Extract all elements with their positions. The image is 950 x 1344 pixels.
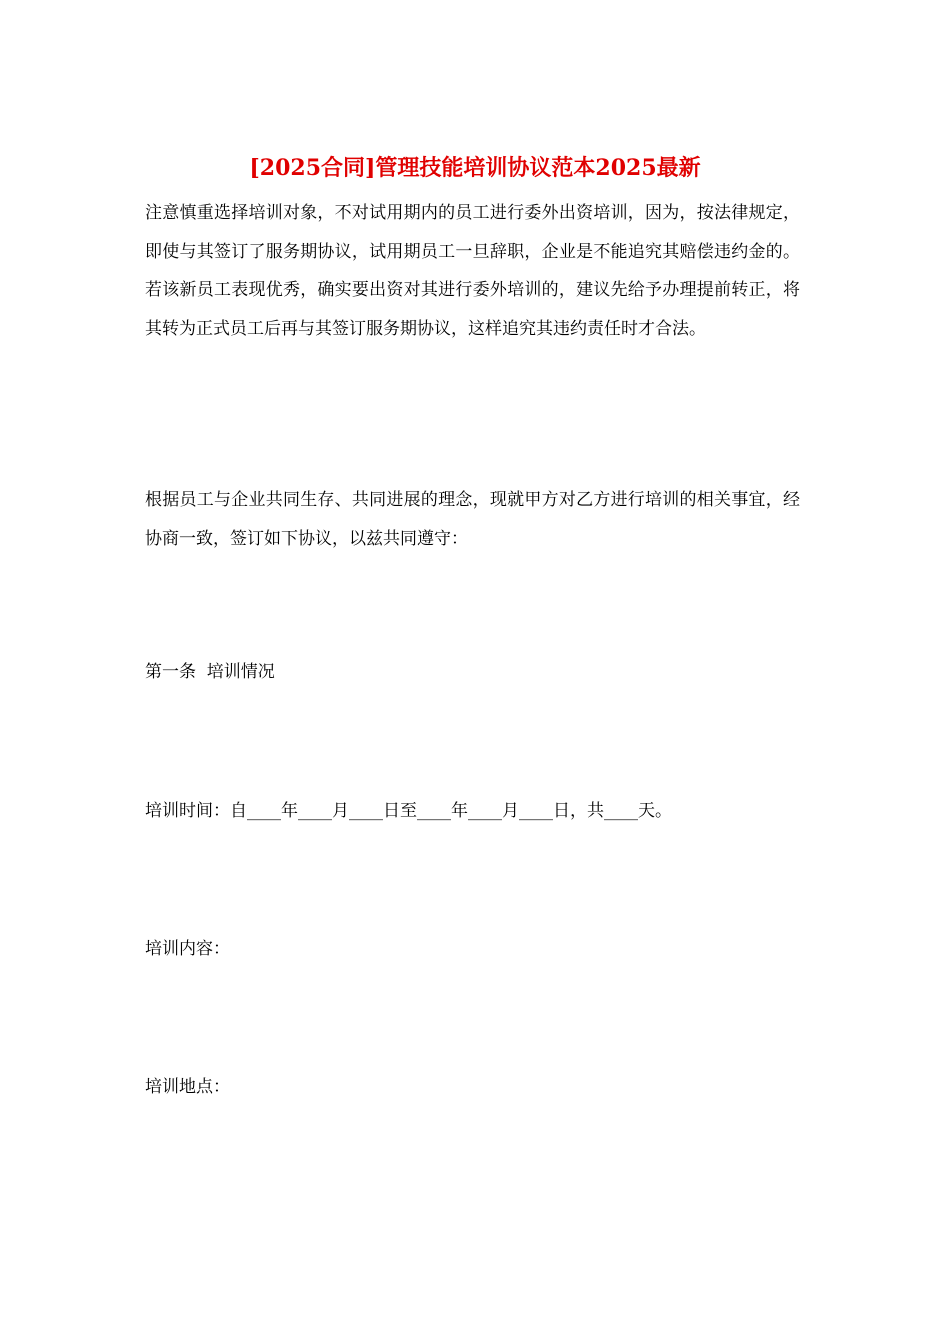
training-time-line: 培训时间：自____年____月____日至____年____月____日，共____天。: [145, 801, 672, 821]
intro-paragraph: 注意慎重选择培训对象，不对试用期内的员工进行委外出资培训，因为，按法律规定，即使与其签订了服务期协议，试用期员工一旦辞职，企业是不能追究其赔偿违约金的。若该新员工表现优秀，确实要出资对其进行委外培训的，建议先给予办理提前转正，将其转为正式员工后再与其签订服务期协议，这样追究其违约责任时才合法。: [145, 203, 800, 339]
training-location-line: 培训地点：: [145, 1077, 230, 1097]
training-content-line: 培训内容：: [145, 939, 230, 959]
section-heading: 第一条 培训情况: [145, 662, 275, 682]
agreement-preamble-paragraph: 根据员工与企业共同生存、共同进展的理念，现就甲方对乙方进行培训的相关事宜，经协商一致，签订如下协议，以兹共同遵守：: [145, 490, 800, 549]
document-title: [2025合同]管理技能培训协议范本2025最新: [249, 155, 701, 181]
